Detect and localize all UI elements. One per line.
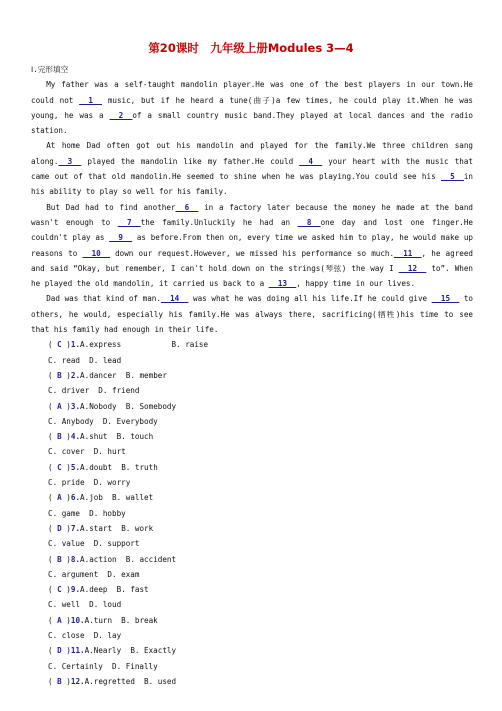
answer-blank: __15__	[431, 294, 460, 304]
question-item: ( C )5.A.doubt B. truth	[48, 462, 158, 472]
question-item: ( A )10.A.turn B. break	[48, 615, 158, 625]
passage-text: At home Dad often got out his mandolin and played for the family.We three children sang along.	[31, 141, 473, 166]
document-body	[31, 62, 473, 689]
question-options-line: C. Certainly D. Finally	[48, 661, 158, 671]
question-answer: D	[57, 646, 62, 656]
answer-blank: __11__	[394, 248, 422, 258]
question-number: 6.	[70, 493, 81, 503]
question-answer: A	[57, 615, 62, 625]
section-heading: Ⅰ.完形填空	[31, 65, 69, 74]
answer-blank: __12__	[398, 263, 427, 273]
passage-paragraph	[31, 138, 473, 199]
question-options: A.job B. wallet	[80, 493, 154, 503]
question-answer: C	[57, 340, 62, 350]
answer-blank: __10__	[82, 248, 110, 258]
answer-blank: __1__	[79, 95, 103, 105]
question-options: A.doubt B. truth	[80, 462, 158, 472]
passage-text: played the mandolin like my father.He could	[81, 156, 300, 166]
question-number: 9.	[70, 585, 81, 595]
question-item: ( D )7.A.start B. work	[48, 523, 154, 533]
question-item: ( B )2.A.dancer B. member	[48, 370, 167, 380]
passage-text: music, but if he heard a tune(曲子)a few times, he could play it.When he was young, he was a	[31, 95, 473, 120]
answer-blank: __9__	[109, 233, 133, 243]
answer-blank: __14__	[160, 294, 189, 304]
passage-text: to others, he would, especially his family.He was always there, sacrificing(牺牲)his time to see that his family had enough in their life.	[31, 294, 474, 335]
question-options: A.Nearly B. Exactly	[84, 646, 177, 656]
question-options-line: C. pride D. worry	[48, 478, 131, 488]
question-answer: A	[57, 401, 62, 411]
question-options: A.start B. work	[80, 523, 154, 533]
question-options-line: C. cover D. hurt	[48, 447, 126, 457]
question-answer: B	[57, 676, 62, 686]
question-number: 8.	[70, 554, 81, 564]
question-item: ( A )6.A.job B. wallet	[48, 493, 154, 503]
question-options: A.Nobody B. Somebody	[80, 401, 177, 411]
passage-text: My father was a self-taught mandolin player.He was one of the best players in our town.He could not	[31, 80, 473, 105]
passage-text: Dad was that kind of man.	[46, 294, 161, 304]
question-answer: C	[57, 462, 62, 472]
question-options-line: C. close D. lay	[48, 630, 122, 640]
question-number: 7.	[70, 523, 81, 533]
passage-paragraph	[31, 200, 473, 292]
answer-blank: __5__	[440, 172, 464, 182]
question-answer: B	[57, 432, 62, 442]
passage-text: , happy time in our lives.	[296, 279, 416, 289]
question-item: ( B )12.A.regretted B. used	[48, 676, 177, 686]
passage-text: , he agreed and said “Okay, but remember, I can't hold down on the strings(琴弦) the way I	[31, 248, 473, 273]
question-item: ( B )8.A.action B. accident	[48, 554, 177, 564]
question-answer: B	[57, 370, 62, 380]
question-number: 1.	[70, 340, 81, 350]
passage-text: in a factory later because the money he made at the band wasn't enough to	[31, 202, 473, 227]
question-options-line: C. driver D. friend	[48, 386, 140, 396]
answer-blank: __7__	[117, 217, 141, 227]
question-options: A.action B. accident	[80, 554, 177, 564]
answer-blank: __4__	[299, 156, 323, 166]
question-options-line: C. read D. lead	[48, 355, 122, 365]
question-item: ( B )4.A.shut B. touch	[48, 432, 154, 442]
question-answer: D	[57, 523, 62, 533]
question-options-line: C. argument D. exam	[48, 569, 140, 579]
page-title: 第20课时 九年级上册Modules 3—4	[148, 41, 354, 55]
question-list	[31, 337, 473, 689]
question-options: A.turn B. break	[84, 615, 158, 625]
question-options: A.shut B. touch	[80, 432, 154, 442]
question-options-line: C. game D. hobby	[48, 508, 126, 518]
passage-text: down our request.However, we missed his performance so much.	[109, 248, 395, 258]
question-answer: A	[57, 493, 62, 503]
passage-text: to”. When he played the old mandolin, it carried us back to a	[31, 263, 473, 289]
passage-text: But Dad had to find another	[46, 202, 176, 212]
question-options: A.express B. raise	[80, 340, 209, 350]
answer-blank: __8__	[297, 217, 321, 227]
question-number: 4.	[70, 432, 81, 442]
question-options-line: C. value D. support	[48, 539, 140, 549]
question-number: 2.	[70, 370, 81, 380]
answer-blank: __3__	[58, 156, 82, 166]
question-answer: C	[57, 585, 62, 595]
question-options: A.dancer B. member	[80, 370, 167, 380]
question-item: ( C )9.A.deep B. fast	[48, 585, 149, 595]
question-options-line: C. well D. loud	[48, 600, 122, 610]
passage-text: one day and lost one finger.He couldn't play as	[31, 217, 473, 243]
passage-text: of a small country music band.They played at local dances and the radio station.	[31, 110, 473, 136]
passage-text: in his ability to play so well for his family.	[31, 172, 473, 197]
passage-text: as before.From then on, every time we asked him to play, he would make up reasons to	[31, 233, 473, 258]
answer-blank: __6__	[175, 202, 199, 212]
question-options: A.deep B. fast	[80, 585, 149, 595]
answer-blank: __13__	[268, 279, 297, 289]
passage-text: the family.Unluckily he had an	[140, 217, 298, 227]
passage-paragraph	[31, 77, 473, 138]
question-number: 5.	[70, 462, 81, 472]
passage-text: your heart with the music that came out of that old mandolin.He seemed to shine when he was playing.You could see his	[31, 156, 473, 182]
question-options: A.regretted B. used	[84, 676, 177, 686]
question-options-line: C. Anybody D. Everybody	[48, 416, 158, 426]
passage-text: was what he was doing all his life.If he could give	[188, 294, 432, 304]
answer-blank: __2__	[109, 110, 133, 120]
question-number: 3.	[70, 401, 81, 411]
question-item: ( A )3.A.Nobody B. Somebody	[48, 401, 177, 411]
cloze-passage	[31, 77, 473, 337]
question-item: ( C )1.A.express B. raise	[48, 340, 209, 350]
question-number: 10.	[70, 615, 85, 625]
passage-paragraph	[31, 291, 473, 337]
question-number: 11.	[70, 646, 85, 656]
question-answer: B	[57, 554, 62, 564]
question-number: 12.	[70, 676, 85, 686]
question-item: ( D )11.A.Nearly B. Exactly	[48, 646, 177, 656]
